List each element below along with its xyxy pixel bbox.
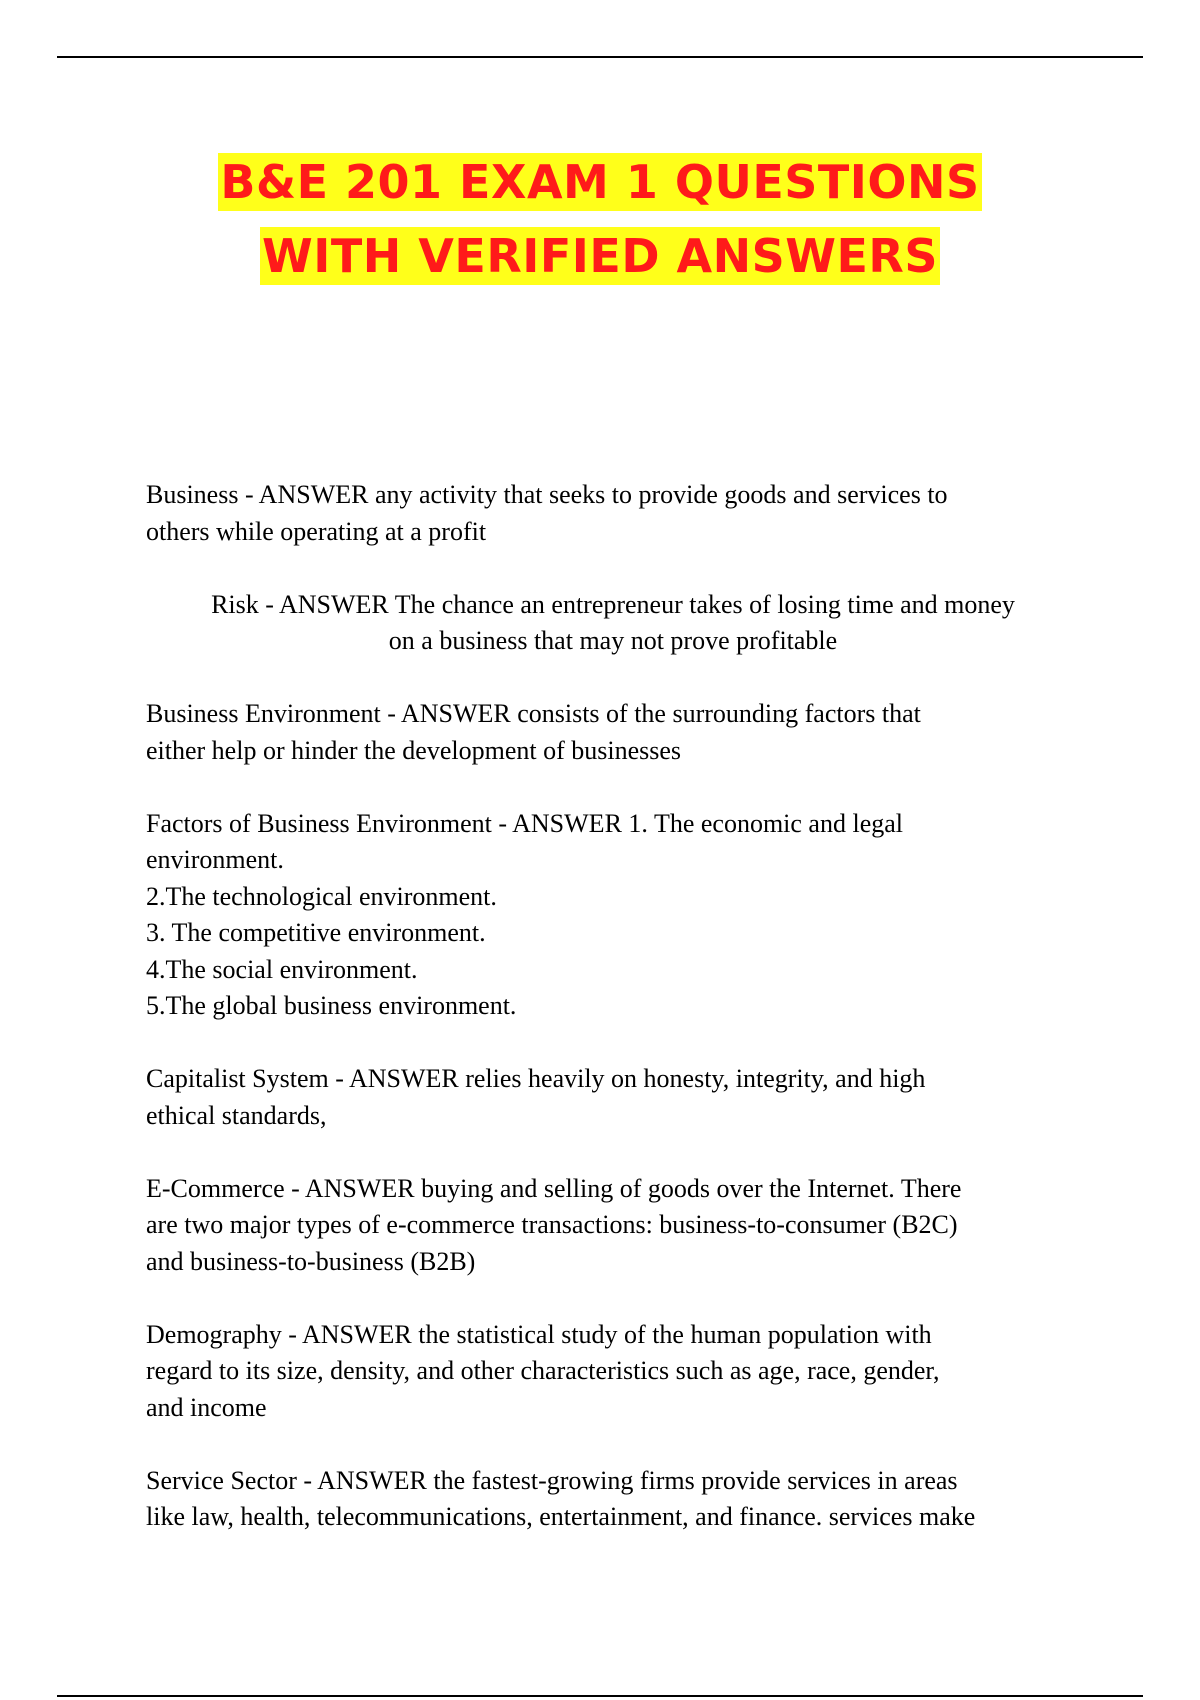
qa-list — [146, 477, 1066, 1572]
qa-entry-service-sector — [146, 1463, 1066, 1536]
qa-line: E-Commerce - ANSWER buying and selling of goods over the Internet. There — [146, 1173, 962, 1203]
qa-line: either help or hinder the development of businesses — [146, 735, 682, 765]
page-title-line-2: WITH VERIFIED ANSWERS — [262, 229, 938, 283]
qa-line: Business Environment - ANSWER consists of the surrounding factors that — [146, 699, 921, 728]
qa-entry-business — [146, 477, 1066, 550]
qa-entry-e-commerce — [146, 1171, 1066, 1281]
bottom-rule — [57, 1695, 1143, 1697]
top-rule — [57, 56, 1143, 58]
qa-line: ethical standards, — [146, 1100, 327, 1130]
qa-entry-business-environment — [146, 696, 1066, 769]
qa-line: 3. The competitive environment. — [146, 918, 486, 947]
qa-line: 2.The technological environment. — [146, 881, 497, 911]
page-title — [0, 145, 1200, 293]
qa-line: others while operating at a profit — [146, 516, 487, 546]
qa-entry-demography — [146, 1317, 1066, 1427]
qa-entry-risk — [146, 587, 1066, 660]
qa-line: Capitalist System - ANSWER relies heavily on honesty, integrity, and high — [146, 1064, 926, 1093]
qa-entry-factors-of-business-environment — [146, 806, 1066, 1025]
qa-entry-capitalist-system — [146, 1061, 1066, 1134]
qa-line: Business - ANSWER any activity that seeks to provide goods and services to — [146, 480, 948, 509]
page-title-line-1: B&E 201 EXAM 1 QUESTIONS — [220, 155, 980, 209]
qa-line: and business-to-business (B2B) — [146, 1246, 476, 1276]
qa-line: Factors of Business Environment - ANSWER 1. The economic and legal — [146, 808, 903, 838]
qa-line: Risk - ANSWER The chance an entrepreneur takes of losing time and money — [211, 589, 1015, 619]
qa-line: regard to its size, density, and other characteristics such as age, race, gender, — [146, 1356, 940, 1385]
qa-line: like law, health, telecommunications, entertainment, and finance. services make — [146, 1502, 976, 1531]
qa-line: 4.The social environment. — [146, 954, 418, 984]
qa-line: Demography - ANSWER the statistical study of the human population with — [146, 1319, 932, 1349]
qa-line: environment. — [146, 845, 284, 874]
qa-line: on a business that may not prove profitable — [388, 626, 838, 655]
qa-line: and income — [146, 1392, 267, 1422]
qa-line: 5.The global business environment. — [146, 991, 517, 1020]
qa-line: are two major types of e-commerce transactions: business-to-consumer (B2C) — [146, 1210, 958, 1239]
qa-line: Service Sector - ANSWER the fastest-growing firms provide services in areas — [146, 1465, 958, 1495]
